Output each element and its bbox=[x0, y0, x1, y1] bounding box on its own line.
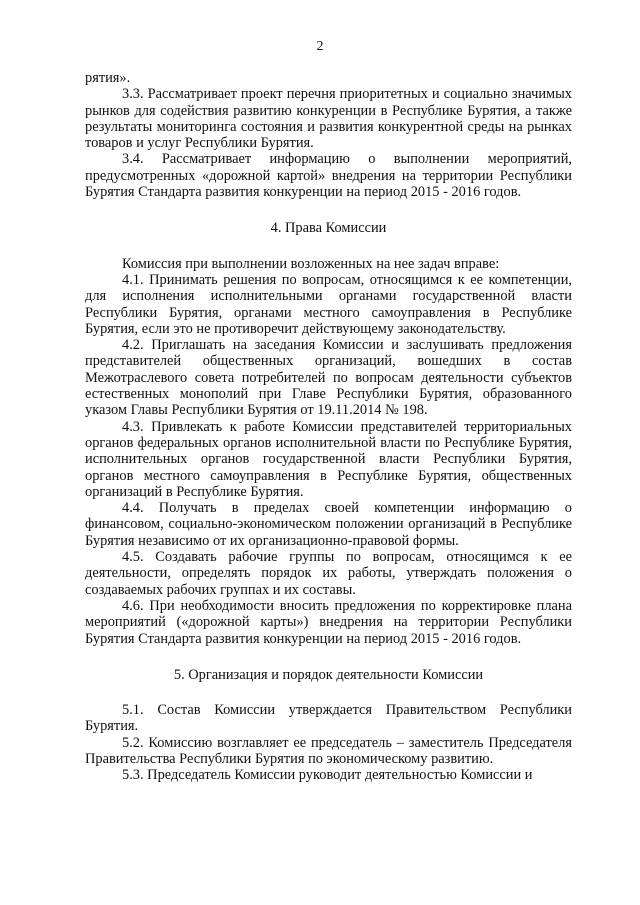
clause-4-2: 4.2. Приглашать на заседания Комиссии и заслушивать предложения представителей общественных организаций, вошедших в состав Межотраслевого совета потребителей по вопросам деятельности субъектов естественных монополий при Главе Республики Бурятия, образованного указом Главы Республики Бурятия от 19.11.2014 № 198. bbox=[85, 337, 572, 419]
document-body bbox=[85, 70, 572, 784]
section-4-intro: Комиссия при выполнении возложенных на нее задач вправе: bbox=[122, 255, 500, 272]
clause-5-1: 5.1. Состав Комиссии утверждается Правительством Республики Бурятия. bbox=[85, 702, 572, 735]
page-number: 2 bbox=[316, 39, 324, 54]
section-heading-4: 4. Права Комиссии bbox=[270, 220, 387, 237]
clause-5-2: 5.2. Комиссию возглавляет ее председатель – заместитель Председателя Правительства Республики Бурятия по экономическому развитию. bbox=[85, 734, 572, 767]
clause-4-5: 4.5. Создавать рабочие группы по вопросам, относящимся к ее деятельности, определять порядок их работы, утверждать положения о создаваемых рабочих группах и их составы. bbox=[85, 549, 572, 598]
clause-3-4: 3.4. Рассматривает информацию о выполнении мероприятий, предусмотренных «дорожной картой» внедрения на территории Республики Бурятия Стандарта развития конкуренции на период 2015 - 2016 годов. bbox=[85, 151, 572, 201]
clause-3-3: 3.3. Рассматривает проект перечня приоритетных и социально значимых рынков для содействия развитию конкуренции в Республике Бурятия, а также результаты мониторинга состояния и развития конкурентной среды на рынках товаров и услуг Республики Бурятия. bbox=[85, 86, 572, 152]
section-heading-5: 5. Организация и порядок деятельности Комиссии bbox=[173, 666, 484, 683]
paragraph-continuation: рятия». bbox=[85, 70, 131, 86]
clause-4-1: 4.1. Принимать решения по вопросам, относящимся к ее компетенции, для исполнения исполнительными органами государственной власти Республики Бурятия, органами местного самоуправления в Республике Бурятия, если это не противоречит действующему законодательству. bbox=[85, 271, 572, 337]
clause-4-4: 4.4. Получать в пределах своей компетенции информацию о финансовом, социально-экономическом положении организаций в Республике Бурятия независимо от их организационно-правовой формы. bbox=[85, 500, 572, 549]
clause-4-3: 4.3. Привлекать к работе Комиссии представителей территориальных органов федеральных органов исполнительной власти по Республике Бурятия, исполнительных органов государственной власти Республики Бурятия, органов местного самоуправления в Республике Бурятия, общественных организаций в Республике Бурятия. bbox=[85, 418, 572, 500]
clause-5-3: 5.3. Председатель Комиссии руководит деятельностью Комиссии и bbox=[122, 767, 533, 784]
clause-4-6: 4.6. При необходимости вносить предложения по корректировке плана мероприятий («дорожной карты») внедрения на территории Республики Бурятия Стандарта развития конкуренции на период 2015 - 2016 годов. bbox=[85, 597, 572, 647]
